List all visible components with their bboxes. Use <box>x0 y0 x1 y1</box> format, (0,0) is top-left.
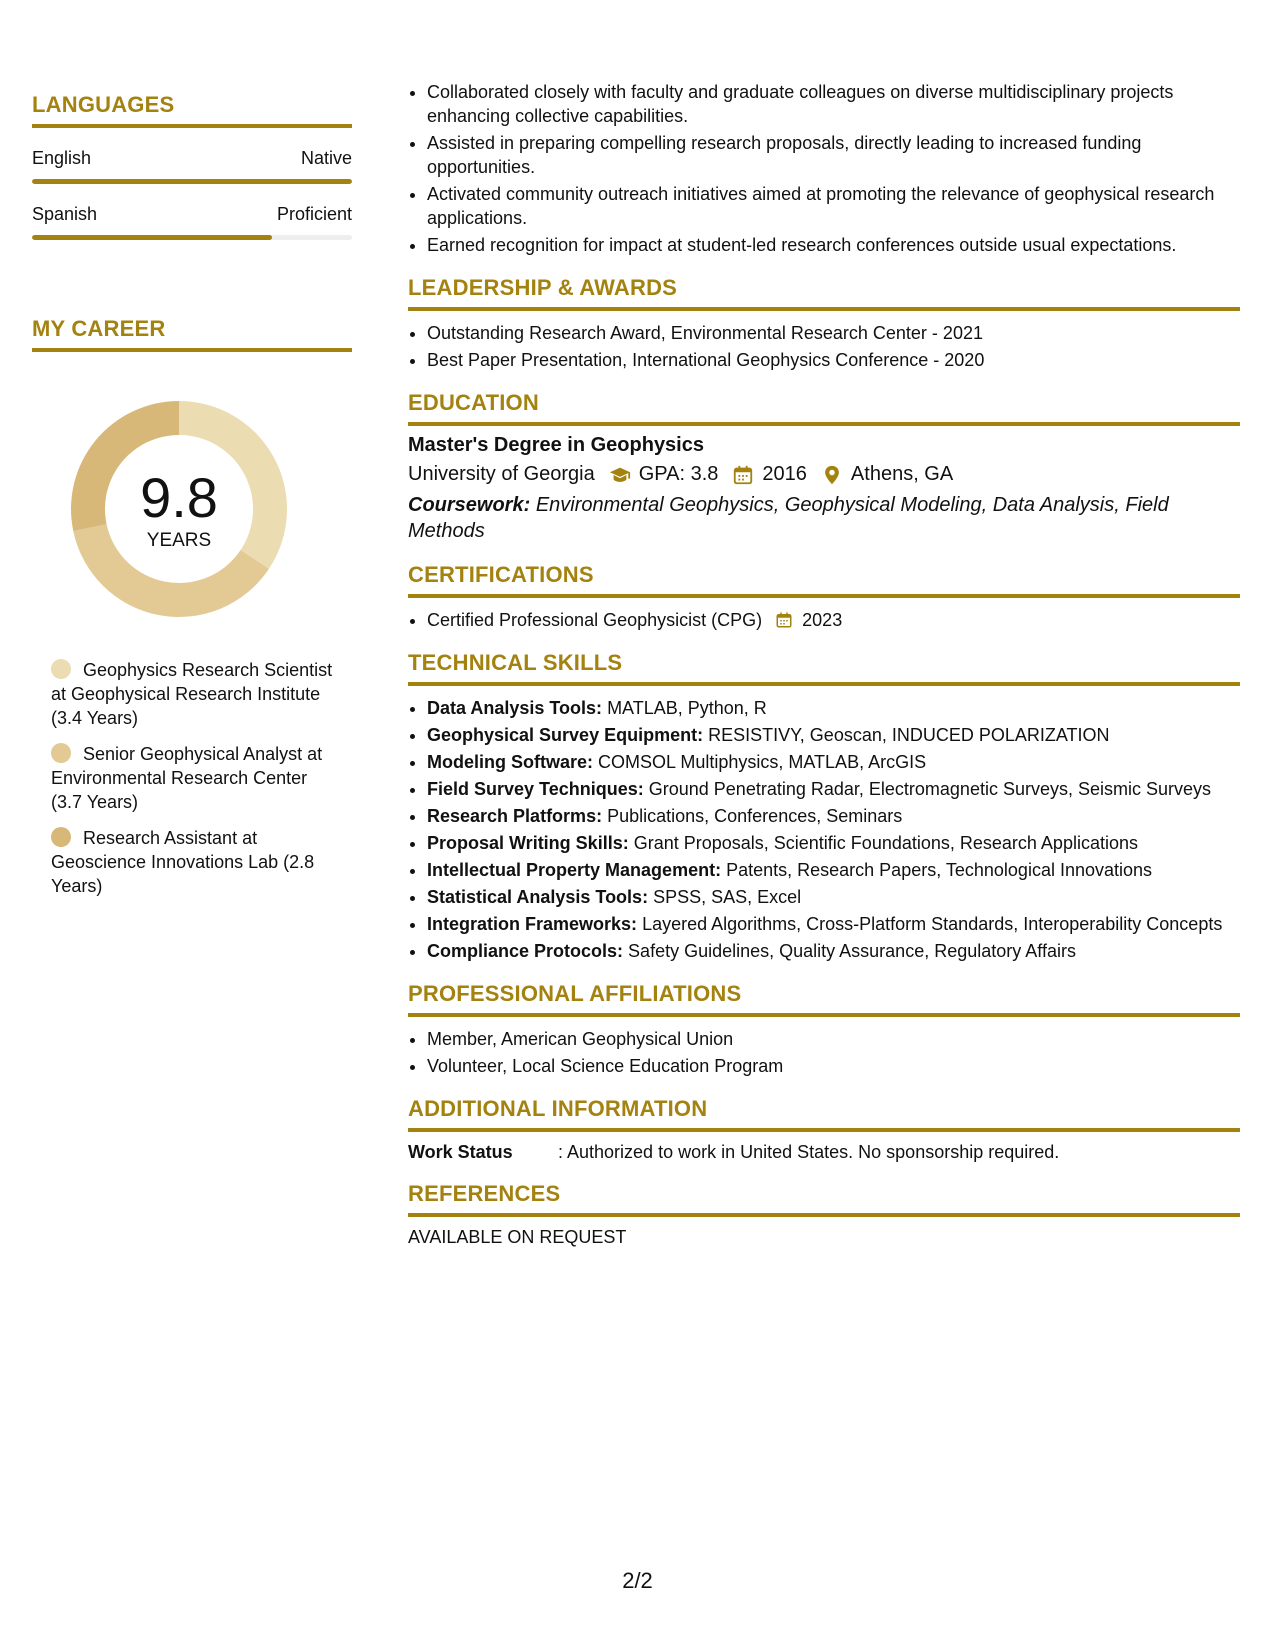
section-divider <box>408 422 1240 426</box>
career-title: MY CAREER <box>32 316 166 341</box>
graduation-cap-icon <box>609 464 631 486</box>
language-level-fill <box>32 235 272 240</box>
award-item: • Outstanding Research Award, Environmental Research Center - 2021 <box>427 321 1240 345</box>
skill-item <box>427 912 1240 936</box>
skill-category: Compliance Protocols: <box>427 941 624 961</box>
section-divider <box>408 307 1240 311</box>
section-divider <box>408 1128 1240 1132</box>
certification-item <box>427 608 1240 632</box>
career-legend <box>51 658 341 898</box>
skills-list <box>408 696 1240 963</box>
calendar-icon <box>732 464 754 486</box>
education-title: EDUCATION <box>408 390 539 415</box>
leadership-title: LEADERSHIP & AWARDS <box>408 275 678 300</box>
skills-title: TECHNICAL SKILLS <box>408 650 623 675</box>
career-section <box>32 316 352 898</box>
section-divider <box>408 594 1240 598</box>
certification-year: 2023 <box>802 610 843 630</box>
affiliations-section <box>408 981 1240 1078</box>
skill-values: Patents, Research Papers, Technological Innovations <box>726 860 1153 880</box>
education-location: Athens, GA <box>850 463 954 485</box>
education-degree: Master's Degree in Geophysics <box>408 434 704 456</box>
leadership-section <box>408 275 1240 372</box>
calendar-icon <box>775 611 793 629</box>
skill-values: Publications, Conferences, Seminars <box>607 806 903 826</box>
affiliations-list <box>408 1027 1240 1078</box>
skill-item <box>427 831 1240 855</box>
experience-bullet: • Collaborated closely with faculty and graduate colleagues on diverse multidisciplinary projects enhancing collective capabilities. <box>427 80 1240 128</box>
skill-category: Intellectual Property Management: <box>427 860 722 880</box>
work-status-label: Work Status <box>408 1142 513 1162</box>
skill-item <box>427 750 1240 774</box>
skill-category: Integration Frameworks: <box>427 914 638 934</box>
legend-dot-icon <box>51 743 71 763</box>
section-divider <box>408 1013 1240 1017</box>
language-item <box>32 148 352 184</box>
education-details <box>408 463 1240 486</box>
certification-name: Certified Professional Geophysicist (CPG) <box>427 610 763 630</box>
skill-category: Research Platforms: <box>427 806 603 826</box>
language-level: Proficient <box>276 204 352 224</box>
career-legend-item <box>51 742 341 814</box>
skill-category: Field Survey Techniques: <box>427 779 644 799</box>
language-level-bar <box>32 235 352 240</box>
language-name: Spanish <box>32 204 98 224</box>
languages-title: LANGUAGES <box>32 92 175 117</box>
career-total-unit: YEARS <box>146 530 212 551</box>
skill-values: COMSOL Multiphysics, MATLAB, ArcGIS <box>598 752 927 772</box>
award-item: • Best Paper Presentation, International Geophysics Conference - 2020 <box>427 348 1240 372</box>
skill-item <box>427 939 1240 963</box>
location-pin-icon <box>821 464 843 486</box>
certifications-title: CERTIFICATIONS <box>408 562 594 587</box>
certifications-list <box>408 608 1240 632</box>
skill-item <box>427 804 1240 828</box>
section-divider <box>408 1213 1240 1217</box>
work-status-value: : Authorized to work in United States. No sponsorship required. <box>558 1142 1060 1162</box>
career-donut-chart <box>66 396 292 622</box>
coursework-label: Coursework: <box>408 494 531 516</box>
legend-dot-icon <box>51 827 71 847</box>
leadership-list <box>408 321 1240 372</box>
skill-category: Proposal Writing Skills: <box>427 833 629 853</box>
career-total-value: 9.8 <box>140 466 218 529</box>
education-section <box>408 390 1240 544</box>
skill-item <box>427 885 1240 909</box>
skill-item <box>427 696 1240 720</box>
language-name: English <box>32 148 92 168</box>
education-gpa: GPA: 3.8 <box>638 463 719 485</box>
skill-values: Safety Guidelines, Quality Assurance, Regulatory Affairs <box>628 941 1076 961</box>
skill-category: Modeling Software: <box>427 752 593 772</box>
experience-bullets <box>408 80 1240 257</box>
references-title: REFERENCES <box>408 1181 561 1206</box>
career-legend-text: Research Assistant at Geoscience Innovations Lab (2.8 Years) <box>51 828 315 896</box>
skill-category: Geophysical Survey Equipment: <box>427 725 704 745</box>
skills-section <box>408 650 1240 963</box>
affiliation-item: • Member, American Geophysical Union <box>427 1027 1240 1051</box>
references-text: AVAILABLE ON REQUEST <box>408 1227 627 1247</box>
skill-values: Grant Proposals, Scientific Foundations, Research Applications <box>633 833 1138 853</box>
language-level-bar <box>32 179 352 184</box>
left-column <box>32 92 352 910</box>
languages-section <box>32 92 352 240</box>
additional-info-title: ADDITIONAL INFORMATION <box>408 1096 708 1121</box>
additional-info-section <box>408 1096 1240 1163</box>
work-status-row <box>408 1142 1240 1163</box>
skill-item <box>427 777 1240 801</box>
skill-item <box>427 723 1240 747</box>
section-divider <box>408 682 1240 686</box>
career-legend-item <box>51 826 341 898</box>
section-divider <box>32 348 352 352</box>
education-school: University of Georgia <box>408 463 595 485</box>
skill-values: Layered Algorithms, Cross-Platform Standards, Interoperability Concepts <box>642 914 1223 934</box>
skill-values: MATLAB, Python, R <box>607 698 767 718</box>
references-section <box>408 1181 1240 1248</box>
right-column <box>408 80 1240 1248</box>
skill-values: SPSS, SAS, Excel <box>653 887 802 907</box>
skill-values: RESISTIVY, Geoscan, INDUCED POLARIZATION <box>708 725 1110 745</box>
skill-category: Data Analysis Tools: <box>427 698 603 718</box>
donut-center-label <box>66 396 292 622</box>
language-item <box>32 204 352 240</box>
career-legend-text: Geophysics Research Scientist at Geophysical Research Institute (3.4 Years) <box>51 660 333 728</box>
education-coursework <box>408 492 1240 544</box>
career-legend-text: Senior Geophysical Analyst at Environmental Research Center (3.7 Years) <box>51 744 323 812</box>
experience-bullet: • Activated community outreach initiatives aimed at promoting the relevance of geophysical research applications. <box>427 182 1240 230</box>
career-legend-item <box>51 658 341 730</box>
skill-category: Statistical Analysis Tools: <box>427 887 649 907</box>
experience-bullet: • Earned recognition for impact at student-led research conferences outside usual expectations. <box>427 233 1240 257</box>
legend-dot-icon <box>51 659 71 679</box>
education-year: 2016 <box>762 463 807 485</box>
coursework-text: Environmental Geophysics, Geophysical Modeling, Data Analysis, Field Methods <box>408 494 1169 542</box>
language-level: Native <box>300 148 352 168</box>
page-number: 2/2 <box>622 1568 653 1593</box>
experience-bullet: • Assisted in preparing compelling research proposals, directly leading to increased funding opportunities. <box>427 131 1240 179</box>
section-divider <box>32 124 352 128</box>
language-level-fill <box>32 179 352 184</box>
certifications-section <box>408 562 1240 632</box>
skill-item <box>427 858 1240 882</box>
skill-values: Ground Penetrating Radar, Electromagnetic Surveys, Seismic Surveys <box>648 779 1212 799</box>
affiliations-title: PROFESSIONAL AFFILIATIONS <box>408 981 742 1006</box>
affiliation-item: • Volunteer, Local Science Education Program <box>427 1054 1240 1078</box>
